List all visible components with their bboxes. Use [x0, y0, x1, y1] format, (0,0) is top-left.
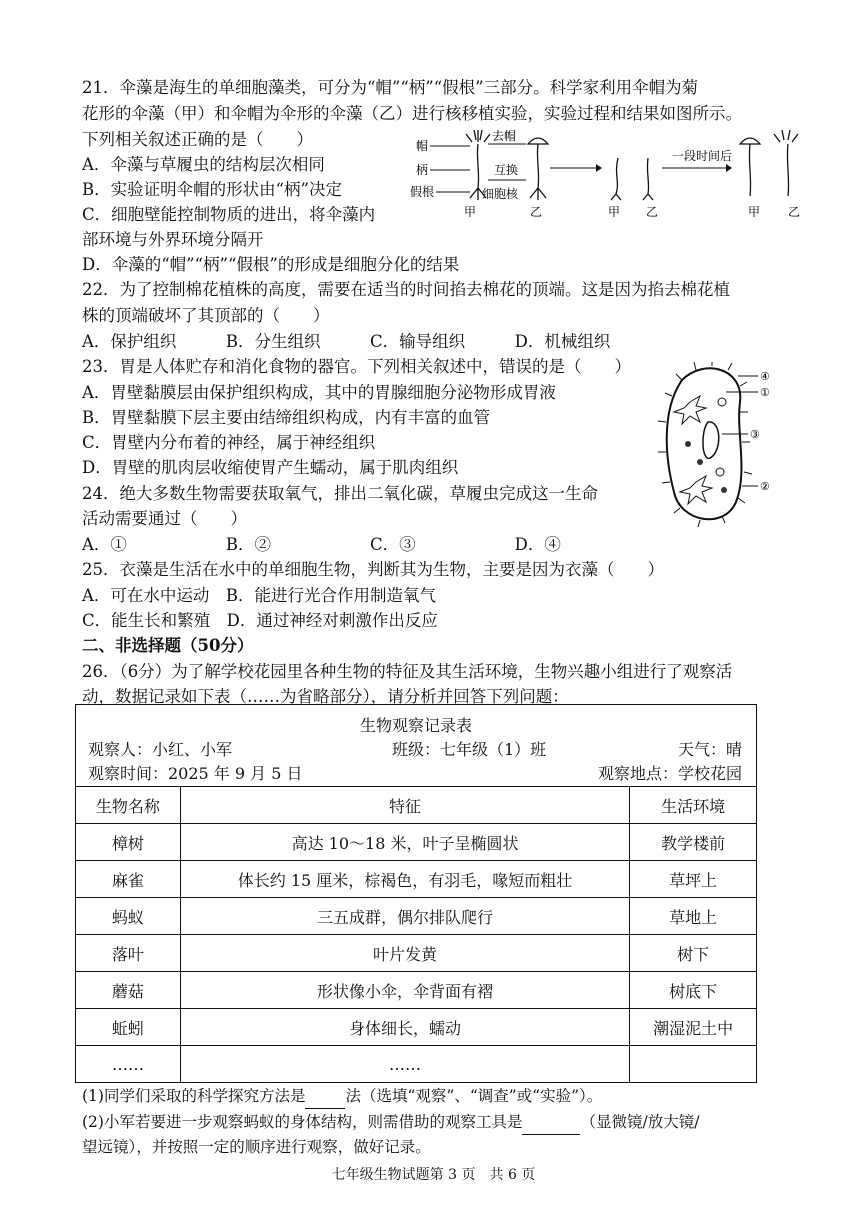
q26-sub1-text-a: (1)同学们采取的科学探究方法是 [82, 1087, 306, 1105]
table-row [76, 824, 757, 861]
label-jia-3: 甲 [748, 205, 761, 219]
cell: 叶片发黄 [180, 935, 629, 972]
cell: 落叶 [76, 935, 181, 972]
section-2-title: 二、非选择题（50分） [82, 636, 254, 655]
label-yi-2: 乙 [646, 205, 659, 219]
class-info: 班级：七年级（1）班 [392, 740, 547, 759]
table-row [76, 1009, 757, 1046]
label-cap: 帽 [416, 139, 429, 153]
cell: 树底下 [630, 972, 757, 1009]
q25-options-ab: A．可在水中运动 B．能进行光合作用制造氧气 [82, 586, 437, 605]
header-feature: 特征 [180, 787, 629, 824]
cell: 蘑菇 [76, 972, 181, 1009]
q22-line2: 株的顶端破坏了其顶部的（ ） [82, 306, 330, 325]
cell: 三五成群，偶尔排队爬行 [180, 898, 629, 935]
cell: 潮湿泥土中 [630, 1009, 757, 1046]
table-row [76, 898, 757, 935]
header-name: 生物名称 [76, 787, 181, 824]
q21-option-b: B．实验证明伞帽的形状由“柄”决定 [82, 180, 342, 199]
label-remove-cap: 去帽 [492, 129, 517, 143]
cell: …… [76, 1046, 181, 1083]
label-yi-3: 乙 [788, 205, 801, 219]
q24-line1: 24．绝大多数生物需要获取氧气，排出二氧化碳，草履虫完成这一生命 [82, 484, 598, 503]
table-header-row [76, 787, 757, 824]
q23-option-d: D．胃壁的肌肉层收缩使胃产生蠕动，属于肌肉组织 [82, 458, 459, 477]
label-1: ① [760, 386, 770, 399]
q25-line1: 25．衣藻是生活在水中的单细胞生物，判断其为生物，主要是因为衣藻（ ） [82, 560, 664, 579]
cell: 蚂蚁 [76, 898, 181, 935]
table-row [76, 861, 757, 898]
table-row [76, 972, 757, 1009]
cell: 樟树 [76, 824, 181, 861]
q23-option-b: B．胃壁黏膜下层主要由结缔组织构成，内有丰富的血管 [82, 408, 491, 427]
q26-sub2-text-a: (2)小军若要进一步观察蚂蚁的身体结构，则需借助的观察工具是 [82, 1113, 523, 1131]
q23-option-a: A．胃壁黏膜层由保护组织构成，其中的胃腺细胞分泌物形成胃液 [82, 383, 556, 402]
q21-option-c: C．细胞壁能控制物质的进出，将伞藻内 [82, 205, 376, 224]
q24-line2: 活动需要通过（ ） [82, 509, 247, 528]
q24-options: A．① B．② C．③ D．④ [82, 535, 561, 554]
q21-line1: 21．伞藻是海生的单细胞藻类，可分为“帽”“柄”“假根”三部分。科学家利用伞帽为菊 [82, 78, 699, 97]
q26-line1: 26．（6分）为了解学校花园里各种生物的特征及其生活环境，生物兴趣小组进行了观察活 [82, 662, 733, 681]
weather: 天气：晴 [677, 740, 742, 759]
cell: 体长约 15 厘米，棕褐色，有羽毛，喙短而粗壮 [180, 861, 629, 898]
table-header-block [75, 704, 757, 786]
cell: …… [180, 1046, 629, 1083]
observation-time: 观察时间：2025 年 9 月 5 日 [88, 764, 303, 783]
header-habitat: 生活环境 [630, 787, 757, 824]
table-row [76, 1046, 757, 1083]
label-rhizoid: 假根 [410, 185, 435, 199]
label-4: ④ [760, 370, 770, 383]
q26-sub1-text-b: 法（选填“观察”、“调查”或“实验”）。 [345, 1087, 603, 1105]
answer-blank-2[interactable] [522, 1110, 580, 1135]
q23-line1: 23．胃是人体贮存和消化食物的器官。下列相关叙述中，错误的是（ ） [82, 357, 631, 376]
observation-place: 观察地点：学校花园 [597, 764, 742, 783]
label-3: ③ [750, 428, 760, 441]
q25-options-cd: C．能生长和繁殖 D．通过神经对刺激作出反应 [82, 611, 438, 630]
q26-sub1 [82, 1084, 602, 1109]
cell: 麻雀 [76, 861, 181, 898]
label-stalk: 柄 [416, 163, 429, 177]
cell: 树下 [630, 935, 757, 972]
cell: 草地上 [630, 898, 757, 935]
q26-sub2-text-b: （显微镜/放大镜/ [580, 1113, 700, 1131]
label-swap: 互换 [494, 163, 519, 177]
q26-sub2 [82, 1110, 699, 1135]
q26-line2: 动，数据记录如下表（……为省略部分），请分析并回答下列问题： [82, 687, 569, 706]
q21-option-c-cont: 部环境与外界环境分隔开 [82, 230, 264, 249]
page-footer: 七年级生物试题第 3 页 共 6 页 [331, 1167, 536, 1183]
observation-table [75, 786, 757, 1083]
paramecium-figure [652, 362, 782, 530]
cell: 高达 10～18 米，叶子呈椭圆状 [180, 824, 629, 861]
q21-option-d: D．伞藻的“帽”“柄”“假根”的形成是细胞分化的结果 [82, 255, 460, 274]
label-2: ② [760, 480, 770, 493]
cell: 身体细长，蠕动 [180, 1009, 629, 1046]
cell: 蚯蚓 [76, 1009, 181, 1046]
q21-line3: 下列相关叙述正确的是（ ） [82, 130, 313, 149]
table-row [76, 935, 757, 972]
table-title: 生物观察记录表 [359, 716, 472, 735]
cell: 草坪上 [630, 861, 757, 898]
observer: 观察人：小红、小军 [88, 740, 233, 759]
cell: 教学楼前 [630, 824, 757, 861]
q26-sub2-cont: 望远镜），并按照一定的顺序进行观察，做好记录。 [82, 1138, 431, 1156]
q21-line2: 花形的伞藻（甲）和伞帽为伞形的伞藻（乙）进行核移植实验，实验过程和结果如图所示。 [82, 104, 742, 123]
q22-line1: 22．为了控制棉花植株的高度，需要在适当的时间掐去棉花的顶端。这是因为掐去棉花植 [82, 280, 730, 299]
acetabularia-figure [410, 128, 810, 224]
cell [630, 1046, 757, 1083]
q21-option-a: A．伞藻与草履虫的结构层次相同 [82, 155, 325, 174]
q23-option-c: C．胃壁内分布着的神经，属于神经组织 [82, 433, 376, 452]
label-nucleus: 细胞核 [482, 187, 519, 201]
answer-blank-1[interactable] [305, 1084, 345, 1109]
cell: 形状像小伞，伞背面有褶 [180, 972, 629, 1009]
label-jia-1: 甲 [464, 205, 477, 219]
label-after: 一段时间后 [672, 149, 733, 163]
label-yi-1: 乙 [530, 205, 543, 219]
label-jia-2: 甲 [608, 205, 621, 219]
q22-options: A．保护组织 B．分生组织 C．输导组织 D．机械组织 [82, 332, 611, 351]
